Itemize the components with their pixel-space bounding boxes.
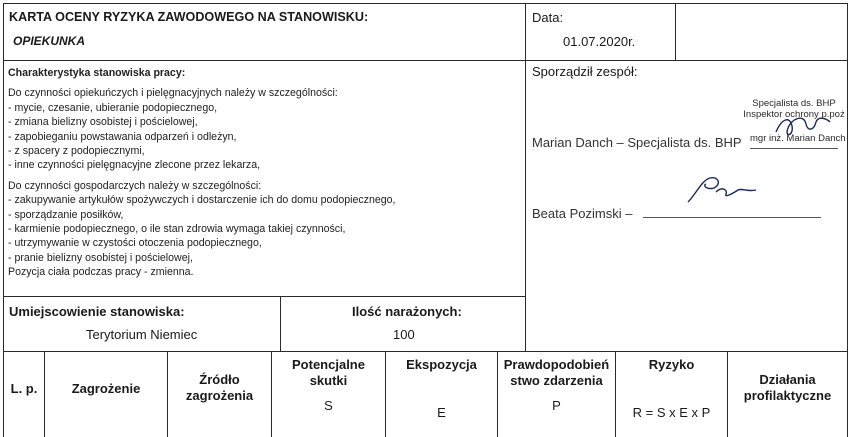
col-effects-line: skutki	[309, 373, 348, 388]
col-effects-line: Potencjalne	[292, 357, 365, 372]
border-top	[3, 3, 848, 4]
col-hazard-source-line: Źródło	[199, 372, 240, 387]
col-exposure: Ekspozycja	[406, 357, 477, 372]
col-effects	[272, 357, 385, 389]
job-description	[8, 66, 520, 280]
col-preventive-actions	[728, 372, 847, 404]
household-intro: Do czynności gospodarczych należy w szczególności:	[8, 179, 262, 192]
col-risk-formula: R = S x E x P	[632, 405, 711, 420]
team-member-2: Beata Pozimski –	[532, 206, 633, 221]
care-item: - inne czynności pielęgnacyjne zlecone przez lekarza,	[8, 159, 261, 172]
posture-note: Pozycja ciała podczas pracy - zmienna.	[8, 266, 194, 279]
description-heading: Charakterystyka stanowiska pracy:	[8, 67, 186, 79]
care-item: - z spacery z podopiecznymi,	[8, 145, 145, 158]
col-probability-symbol: P	[552, 398, 561, 413]
signature-pozimski	[682, 172, 766, 210]
col-probability-line: Prawdopodobień	[503, 357, 610, 372]
care-item: - zapobieganiu powstawania odparzeń i odleżyn,	[8, 130, 237, 143]
date-label: Data:	[532, 10, 564, 25]
household-item: - pranie bielizny osobistej i pościelowej,	[8, 251, 193, 264]
location-label: Umiejscowienie stanowiska:	[9, 304, 185, 319]
team-label: Sporządził zespół:	[532, 64, 638, 79]
card-title: KARTA OCENY RYZYKA ZAWODOWEGO NA STANOWISKU:	[9, 10, 369, 24]
col-risk: Ryzyko	[648, 357, 695, 372]
main-column-divider	[525, 3, 526, 351]
col-hazard: Zagrożenie	[71, 381, 141, 396]
date-value: 01.07.2020r.	[563, 34, 636, 49]
header-row-divider	[3, 60, 848, 61]
col-hazard-source	[168, 372, 271, 404]
care-item: - mycie, czesanie, ubieranie podopiecznego,	[8, 101, 218, 114]
border-left	[3, 3, 4, 437]
exposed-value: 100	[393, 327, 415, 342]
col-hazard-source-line: zagrożenia	[185, 388, 254, 403]
location-exposed-divider	[280, 296, 281, 352]
signature-line-2	[643, 217, 821, 218]
care-intro: Do czynności opiekuńczych i pielęgnacyjnych należy w szczególności:	[8, 87, 338, 100]
col-preventive-actions-line: profilaktyczne	[743, 388, 832, 403]
col-lp: L. p.	[10, 381, 38, 396]
col-probability-line: stwo zdarzenia	[510, 373, 603, 388]
col-preventive-actions-line: Działania	[759, 372, 816, 387]
household-item: - karmienie podopiecznego, o ile stan zdrowia wymaga takiej czynności,	[8, 223, 346, 236]
stamp-line: mgr inż. Marian Danch	[750, 133, 846, 144]
household-item: - utrzymywanie w czystości otoczenia podopiecznego,	[8, 237, 262, 250]
exposed-label: Ilość narażonych:	[352, 304, 462, 319]
table-header-top	[3, 351, 848, 352]
location-value: Terytorium Niemiec	[86, 327, 198, 342]
col-effects-symbol: S	[324, 398, 333, 413]
household-item: - zakupywanie artykułów spożywczych i dostarczenie ich do domu podopiecznego,	[8, 194, 396, 207]
date-column-divider	[675, 3, 676, 61]
stamp-line: Specjalista ds. BHP	[752, 98, 836, 109]
position-name: OPIEKUNKA	[13, 34, 86, 48]
care-item: - zmiana bielizny osobistej i pościelowej,	[8, 116, 198, 129]
stamp-line: Inspektor ochrony p.poż	[743, 109, 845, 120]
household-item: - sporządzanie posiłków,	[8, 208, 124, 221]
col-probability	[498, 357, 615, 389]
border-right	[847, 3, 848, 437]
team-member-1: Marian Danch – Specjalista ds. BHP	[532, 135, 742, 150]
description-row-divider	[3, 296, 526, 297]
col-exposure-symbol: E	[437, 405, 446, 420]
signature-line-1	[750, 148, 838, 149]
